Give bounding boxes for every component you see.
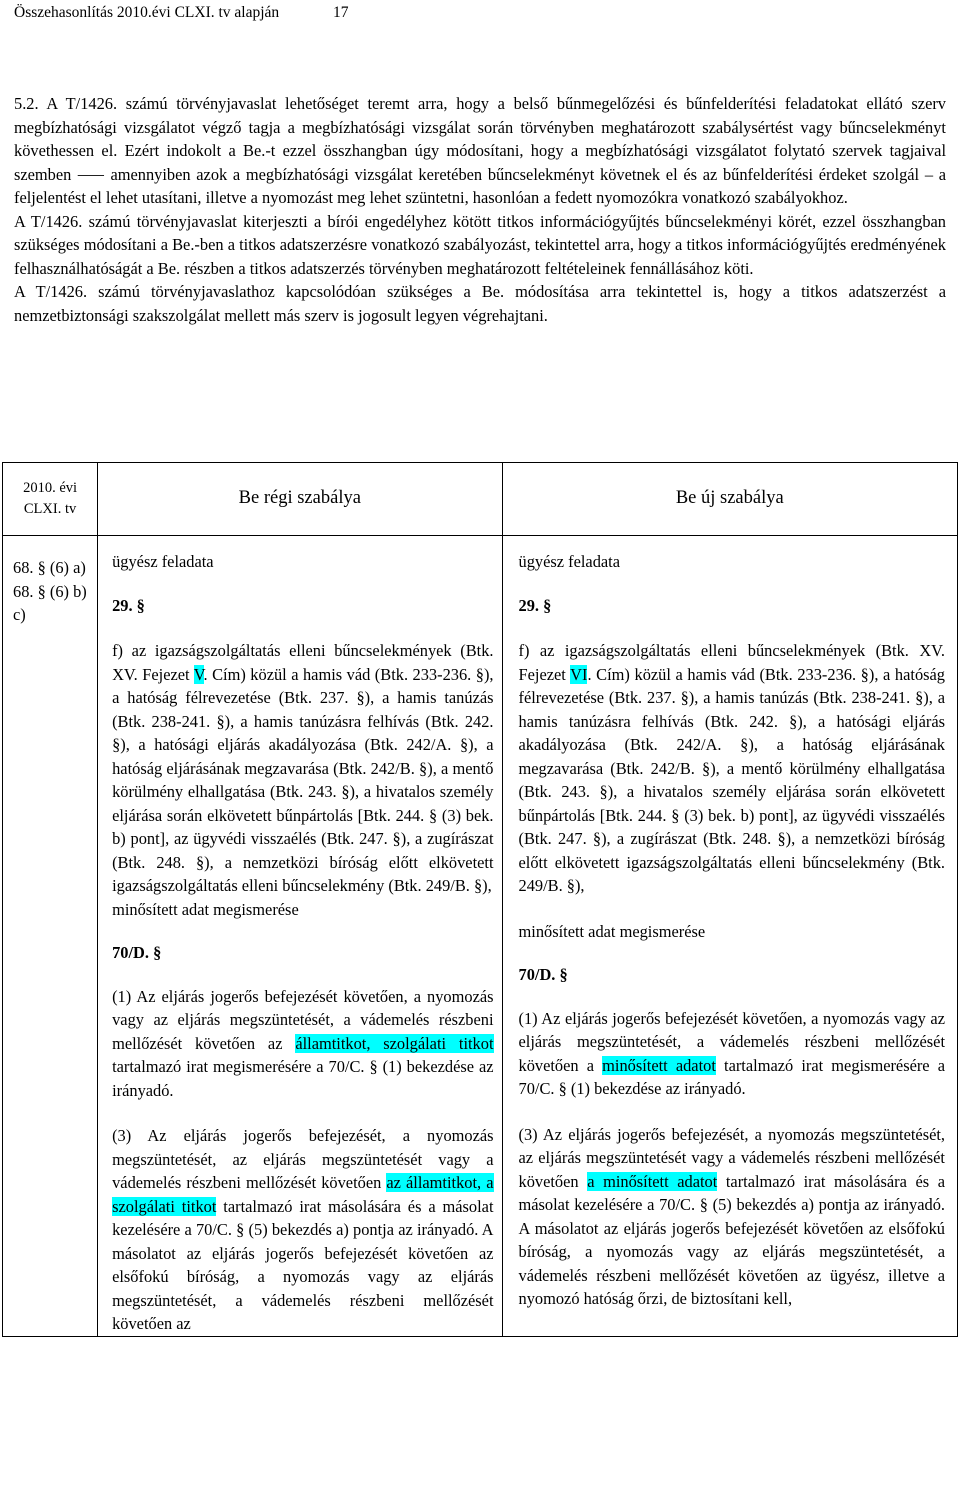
new-heading-classified: minősített adat megismerése <box>518 921 706 941</box>
old-paragraph-3: (3) Az eljárás jogerős befejezését, a nyomozás megszüntetését, az eljárás megszüntetését vagy a vádemelés részbeni mellőzését követően az államtitkot, a szolgálati titkot tartalmazó irat másolására és a másolat kezelésére a 70/C. § (5) bekezdés a) pontja az irányadó. A másolatot az eljárás jogerős befejezését követően az elsőfokú bíróság, a nyomozás vagy az eljárás megszüntetését, a vádemelés részbeni mellőzését követően az <box>112 1126 494 1333</box>
reference-a: 68. § (6) a) <box>13 558 86 577</box>
old-heading-prosecutor: ügyész feladata <box>112 552 214 571</box>
new-p1-highlight: minősített adatot <box>602 1055 716 1075</box>
document-title: Összehasonlítás 2010.évi CLXI. tv alapján <box>14 4 280 21</box>
intro-section <box>14 92 946 327</box>
reference-b: 68. § (6) b) <box>13 581 87 601</box>
old-p1-highlight: államtitkot, szolgálati titkot <box>295 1033 494 1053</box>
table-row <box>3 536 958 1337</box>
old-heading-classified: minősített adat megismerése <box>112 899 299 919</box>
old-p3-highlight: az államtitkot, a szolgálati titkot <box>112 1173 494 1216</box>
header-old-rule: Be régi szabálya <box>98 463 502 536</box>
reference-c: c) <box>13 605 26 624</box>
header-law-reference: 2010. évi CLXI. tv <box>3 463 98 536</box>
header-new-rule: Be új szabálya <box>502 463 957 536</box>
new-section-70d: 70/D. § <box>518 965 568 984</box>
new-rule-cell <box>502 536 957 1337</box>
new-paragraph-3: (3) Az eljárás jogerős befejezését, a nyomozás megszüntetését, az eljárás megszüntetését vagy a vádemelés részbeni mellőzését követően a minősített adatot tartalmazó irat másolására és a másolat kezelésére a 70/C. § (5) bekezdés a) pontja az irányadó. A másolatot az eljárás jogerős befejezését követően az elsőfokú bíróság, a nyomozás vagy az eljárás megszüntetését, a vádemelés részbeni mellőzését követően az ügyész, illetve a nyomozó hatóság őrzi, de biztosítani kell, <box>518 1124 945 1308</box>
new-paragraph-1: (1) Az eljárás jogerős befejezését követően, a nyomozás vagy az eljárás megszüntetését, a vádemelés részbeni mellőzését követően a minősített adatot tartalmazó irat megismerésére a 70/C. § (1) bekezdése az irányadó. <box>518 1008 945 1098</box>
new-section-29: 29. § <box>518 595 552 615</box>
new-point-f: f) az igazságszolgáltatás elleni bűncselekmények (Btk. XV. Fejezet VI. Cím) közül a hamis vád (Btk. 233-236. §), a hatóság félrevezetése (Btk. 237. §), a hamis tanúzás (Btk. 238-241. §), a hamis tanúzásra felhívás (Btk. 242. §), a hatósági eljárás akadályozása (Btk. 242/A. §), a hatóság eljárásának megzavarása (Btk. 242/B. §), a mentő körülmény elhallgatása (Btk. 243. §), a hivatalos személy eljárása során elkövetett bűnpártolás [Btk. 244. § (3) bek. b) pont], az ügyvédi visszaélés (Btk. 247. §), a zugírászat (Btk. 248. §), a nemzetközi bíróság előtt elkövetett igazságszolgáltatás elleni bűncselekmény (Btk. 249/B. §), <box>518 641 946 895</box>
new-chapter-highlight: VI <box>570 664 588 684</box>
old-paragraph-1: (1) Az eljárás jogerős befejezését követően, a nyomozás vagy az eljárás megszüntetését, a vádemelés részbeni mellőzését követően az államtitkot, szolgálati titkot tartalmazó irat megismerésére a 70/C. § (1) bekezdése az irányadó. <box>112 986 494 1100</box>
intro-paragraph-2: A T/1426. számú törvényjavaslat kiterjeszti a bírói engedélyhez kötött titkos információgyűjtés bűncselekményi körét, ezzel összhangban szükséges módosítani a Be.-ben a titkos adatszerzésre vonatkozó szabályozást, tekintettel arra, hogy a titkos információgyűjtés eredményének felhasználhatóságát a Be. részben a titkos adatszerzés törvényben meghatározott feltételeinek fennállásához köti. <box>14 211 946 278</box>
new-heading-prosecutor: ügyész feladata <box>518 552 620 571</box>
comparison-table <box>2 462 958 1337</box>
page-number: 17 <box>333 4 349 21</box>
old-point-f: f) az igazságszolgáltatás elleni bűncselekmények (Btk. XV. Fejezet V. Cím) közül a hamis vád (Btk. 233-236. §), a hatóság félrevezetése (Btk. 237. §), a hamis tanúzás (Btk. 238-241. §), a hamis tanúzásra felhívás (Btk. 242. §), a hatósági eljárás akadályozása (Btk. 242/A. §), a hatóság eljárásának megzavarása (Btk. 242/B. §), a mentő körülmény elhallgatása (Btk. 243. §), a hivatalos személy eljárása során elkövetett bűnpártolás [Btk. 244. § (3) bek. b) pont], az ügyvédi visszaélés (Btk. 247. §), a zugírászat (Btk. 248. §), a nemzetközi bíróság előtt elkövetett igazságszolgáltatás elleni bűncselekmény (Btk. 249/B. §), <box>112 641 494 895</box>
intro-paragraph-3: A T/1426. számú törvényjavaslathoz kapcsolódóan szükséges a Be. módosítása arra tekintettel is, hogy a titkos adatszerzést a nemzetbiztonsági szakszolgálat mellett más szerv is jogosult legyen végrehajtani. <box>14 282 946 325</box>
old-rule-cell <box>98 536 502 1337</box>
table-header-row <box>3 463 958 536</box>
law-reference-cell <box>3 536 98 1337</box>
old-section-29: 29. § <box>112 595 145 615</box>
page-header <box>14 4 349 22</box>
old-chapter-highlight: V <box>193 664 204 684</box>
new-p3-highlight: a minősített adatot <box>587 1171 718 1191</box>
intro-paragraph-1: 5.2. A T/1426. számú törvényjavaslat lehetőséget teremt arra, hogy a belső bűnmegelőzési és bűnfelderítési feladatokat ellátó szerv megbízhatósági vizsgálatot végző tagja a megbízhatósági vizsgálat során törvényben meghatározott szabálysértést vagy bűncselekményt követhessen el. Ezért indokolt a Be.-t ezzel összhangban úgy módosítani, hogy a megbízhatósági vizsgálatot folytató szervek tagjaival szemben ⸺ amennyiben azok a megbízhatósági vizsgálat keretében bűncselekményt követnek el és az bűnfelderítési érdeket szolgál – a feljelentést el lehet utasítani, illetve a nyomozást meg lehet szüntetni, hasonlóan a fedett nyomozókra vonatkozó szabályokhoz. <box>14 94 946 207</box>
old-section-70d: 70/D. § <box>112 943 162 962</box>
